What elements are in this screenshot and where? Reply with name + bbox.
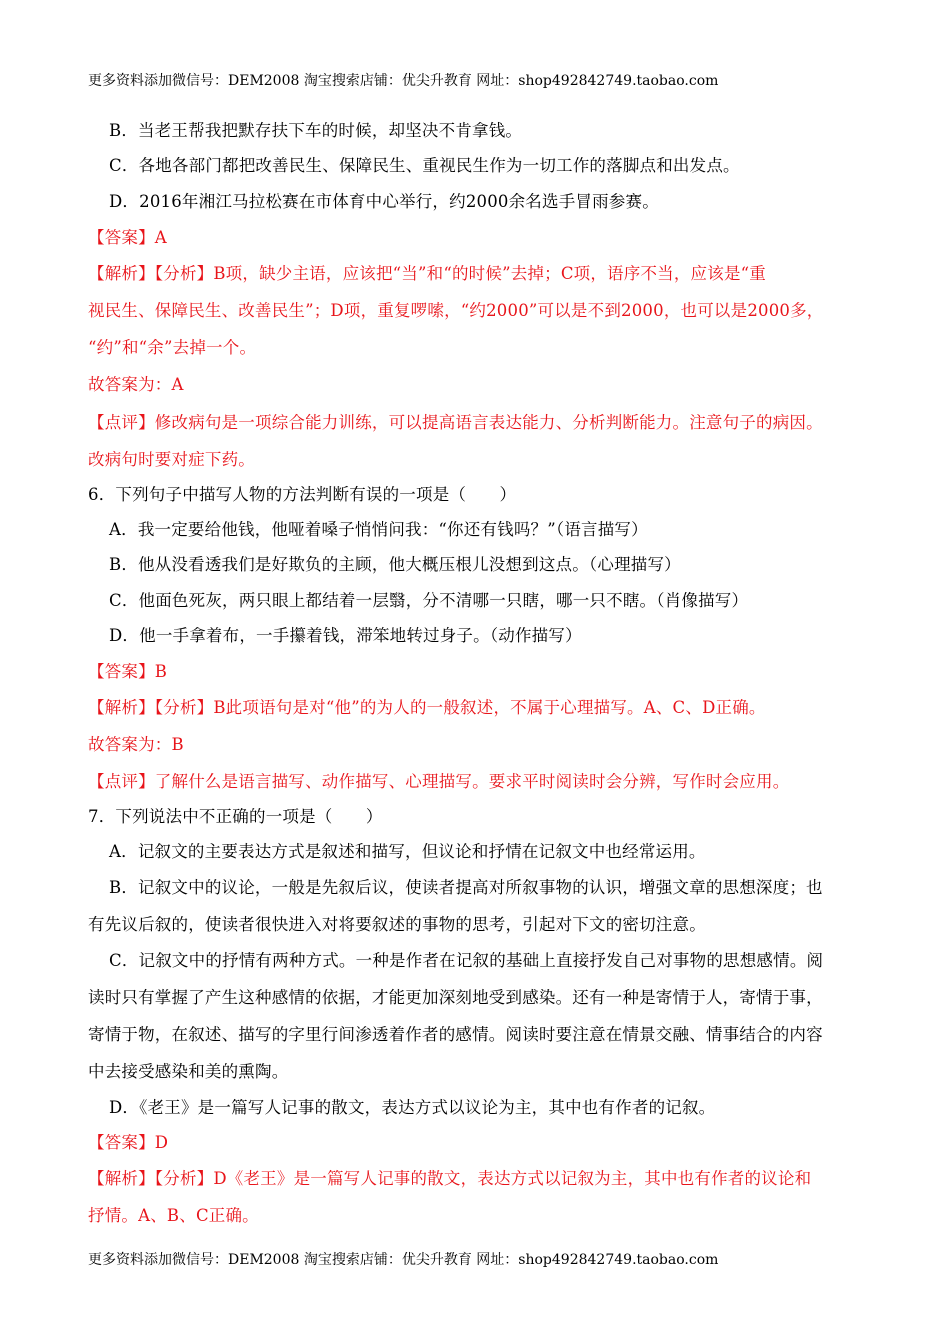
q6-final-answer: 故答案为：B: [88, 735, 184, 754]
q5-final-answer: 故答案为：A: [88, 375, 184, 394]
q7-option-c-line-2: 读时只有掌握了产生这种感情的依据，才能更加深刻地受到感染。还有一种是寄情于人，寄情于事，: [88, 988, 823, 1007]
q5-option-c: C．各地各部门都把改善民生、保障民生、重视民生作为一切工作的落脚点和出发点。: [109, 156, 740, 175]
q7-option-c-line-3: 寄情于物，在叙述、描写的字里行间渗透着作者的感情。阅读时要注意在情景交融、情事结合的内容: [88, 1025, 823, 1044]
q5-analysis-line-3: “约”和“余”去掉一个。: [88, 338, 257, 357]
q5-analysis-line-2: 视民生、保障民生、改善民生”；D项，重复啰嗦，“约2000”可以是不到2000，也可以是2000多，: [88, 301, 824, 320]
page-header: 更多资料添加微信号：DEM2008 淘宝搜索店铺：优尖升教育 网址：shop492842749.taobao.com: [88, 73, 719, 89]
q5-comment-line-1: 【点评】修改病句是一项综合能力训练，可以提高语言表达能力、分析判断能力。注意句子的病因。: [88, 413, 823, 432]
q7-stem: 7．下列说法中不正确的一项是（ ）: [88, 807, 383, 826]
q7-analysis-line-1: 【解析】【分析】D《老王》是一篇写人记事的散文，表达方式以记叙为主，其中也有作者的议论和: [88, 1169, 812, 1188]
q6-comment: 【点评】了解什么是语言描写、动作描写、心理描写。要求平时阅读时会分辨，写作时会应用。: [88, 772, 790, 791]
q6-option-c: C．他面色死灰，两只眼上都结着一层翳，分不清哪一只瞎，哪一只不瞎。（肖像描写）: [109, 591, 749, 610]
q7-option-b-line-2: 有先议后叙的，使读者很快进入对将要叙述的事物的思考，引起对下文的密切注意。: [88, 915, 706, 934]
q5-analysis-line-1: 【解析】【分析】B项，缺少主语，应该把“当”和“的时候”去掉；C项，语序不当，应该是“重: [88, 264, 766, 283]
q7-option-c-line-1: C．记叙文中的抒情有两种方式。一种是作者在记叙的基础上直接抒发自己对事物的思想感情。阅: [109, 951, 824, 970]
q5-option-d: D．2016年湘江马拉松赛在市体育中心举行，约2000余名选手冒雨参赛。: [109, 192, 659, 211]
q7-answer: 【答案】D: [88, 1133, 169, 1152]
q7-option-d: D．《老王》是一篇写人记事的散文，表达方式以议论为主，其中也有作者的记叙。: [109, 1098, 716, 1117]
q6-option-a: A．我一定要给他钱，他哑着嗓子悄悄问我：“你还有钱吗？”（语言描写）: [109, 520, 648, 539]
q7-option-c-line-4: 中去接受感染和美的熏陶。: [88, 1062, 289, 1081]
q6-option-d: D．他一手拿着布，一手攥着钱，滞笨地转过身子。（动作描写）: [109, 626, 582, 645]
q7-option-a: A．记叙文的主要表达方式是叙述和描写，但议论和抒情在记叙文中也经常运用。: [109, 842, 706, 861]
q5-answer: 【答案】A: [88, 228, 167, 247]
q6-analysis: 【解析】【分析】B此项语句是对“他”的为人的一般叙述，不属于心理描写。A、C、D正确。: [88, 698, 766, 717]
q6-stem: 6．下列句子中描写人物的方法判断有误的一项是（ ）: [88, 485, 517, 504]
q5-option-b: B．当老王帮我把默存扶下车的时候，却坚决不肯拿钱。: [109, 121, 523, 140]
q6-answer: 【答案】B: [88, 662, 168, 681]
q7-analysis-line-2: 抒情。A、B、C正确。: [88, 1206, 259, 1225]
q5-comment-line-2: 改病句时要对症下药。: [88, 450, 255, 469]
q6-option-b: B．他从没看透我们是好欺负的主顾，他大概压根儿没想到这点。（心理描写）: [109, 555, 681, 574]
page-footer: 更多资料添加微信号：DEM2008 淘宝搜索店铺：优尖升教育 网址：shop492842749.taobao.com: [88, 1252, 719, 1268]
q7-option-b-line-1: B．记叙文中的议论，一般是先叙后议，使读者提高对所叙事物的认识，增强文章的思想深度；也: [109, 878, 823, 897]
